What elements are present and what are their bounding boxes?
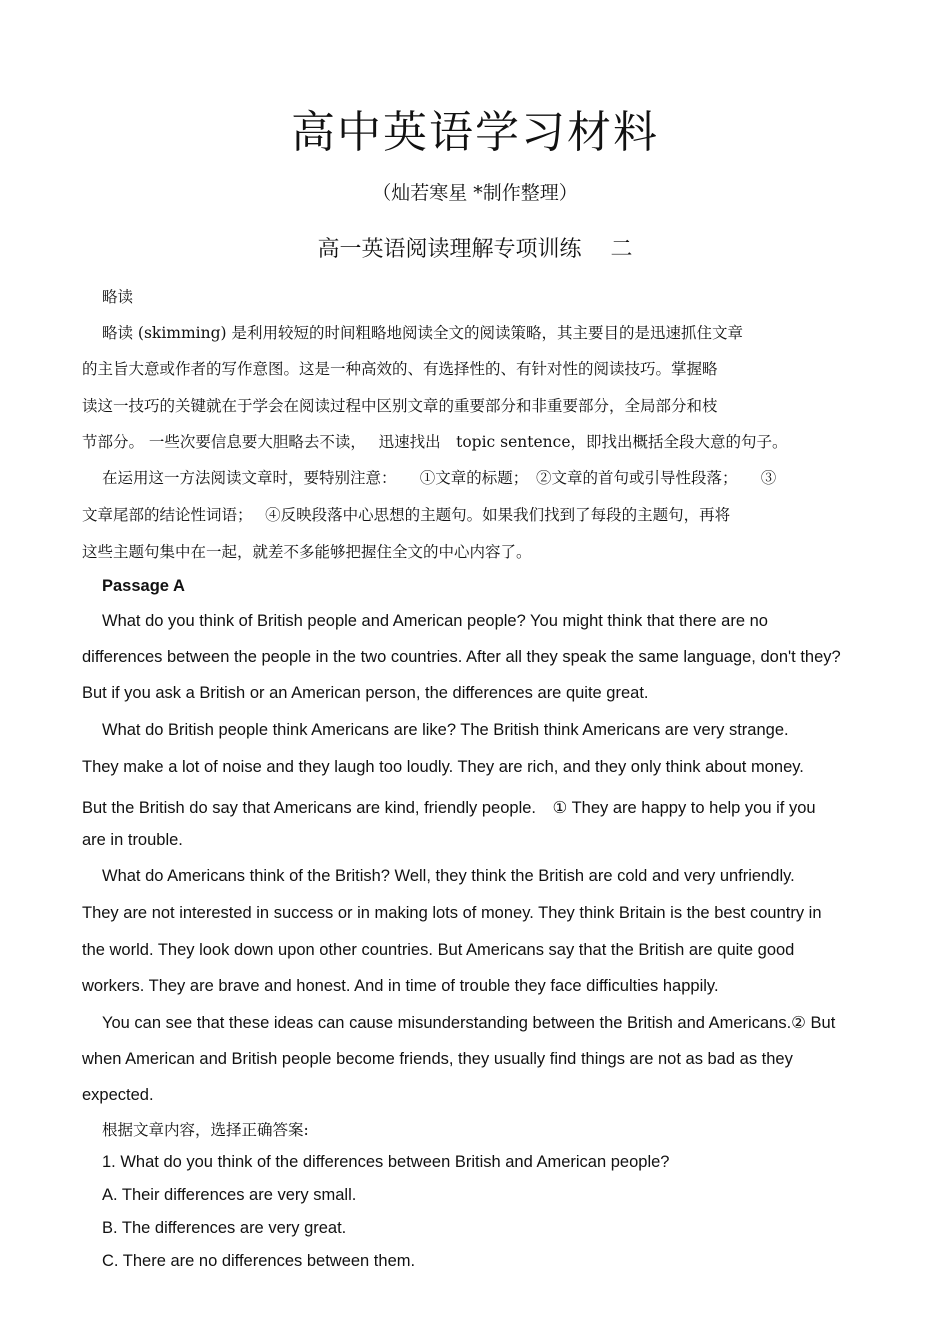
passage-line: are in trouble.	[82, 831, 183, 849]
page-subtitle: （灿若寒星 *制作整理）	[372, 182, 578, 204]
intro-p2-line: 在运用这一方法阅读文章时，要特别注意： ①文章的标题； ②文章的首句或引导性段落； ③	[102, 469, 777, 487]
passage-line: when American and British people become friends, they usually find things are not as bad as they	[82, 1050, 793, 1068]
intro-p1-line: 略读 (skimming) 是利用较短的时间粗略地阅读全文的阅读策略，其主要目的是迅速抓住文章	[102, 324, 744, 342]
passage-line: What do Americans think of the British? Well, they think the British are cold and very unfriendly.	[102, 867, 795, 885]
page-title: 高中英语学习材料	[291, 107, 659, 158]
passage-line: But if you ask a British or an American person, the differences are quite great.	[82, 684, 649, 702]
intro-p1-line: 读这一技巧的关键就在于学会在阅读过程中区别文章的重要部分和非重要部分，全局部分和枝	[82, 397, 718, 415]
intro-p1-line: 的主旨大意或作者的写作意图。这是一种高效的、有选择性的、有针对性的阅读技巧。掌握略	[82, 360, 718, 378]
passage-line: What do you think of British people and American people? You might think that there are no	[102, 612, 768, 630]
passage-line: the world. They look down upon other countries. But Americans say that the British are quite good	[82, 941, 795, 959]
option-b: B. The differences are very great.	[102, 1219, 347, 1237]
passage-label: Passage A	[102, 577, 185, 595]
passage-line: What do British people think Americans are like? The British think Americans are very strange.	[102, 721, 789, 739]
question-1: 1. What do you think of the differences between British and American people?	[102, 1153, 670, 1171]
passage-line: differences between the people in the two countries. After all they speak the same language, don't they?	[82, 648, 841, 666]
intro-p1-line: 节部分。 一些次要信息要大胆略去不读， 迅速找出 topic sentence，即找出概括全段大意的句子。	[82, 433, 788, 451]
section-title: 高一英语阅读理解专项训练 二	[317, 237, 633, 262]
intro-heading: 略读	[102, 288, 134, 306]
intro-p2-line: 文章尾部的结论性词语； ④反映段落中心思想的主题句。如果我们找到了每段的主题句，再将	[82, 506, 731, 524]
passage-line: You can see that these ideas can cause misunderstanding between the British and Americans.② But	[102, 1014, 836, 1032]
option-a: A. Their differences are very small.	[102, 1186, 357, 1204]
option-c: C. There are no differences between them.	[102, 1252, 416, 1270]
passage-line: They make a lot of noise and they laugh too loudly. They are rich, and they only think about money.	[82, 758, 804, 776]
passage-line: workers. They are brave and honest. And in time of trouble they face difficulties happily.	[82, 977, 719, 995]
question-instruction: 根据文章内容，选择正确答案:	[102, 1121, 309, 1139]
intro-p2-line: 这些主题句集中在一起，就差不多能够把握住全文的中心内容了。	[82, 543, 532, 561]
passage-line: But the British do say that Americans are kind, friendly people. ① They are happy to help you if you	[82, 799, 816, 817]
passage-line: They are not interested in success or in making lots of money. They think Britain is the best country in	[82, 904, 822, 922]
passage-line: expected.	[82, 1086, 154, 1104]
